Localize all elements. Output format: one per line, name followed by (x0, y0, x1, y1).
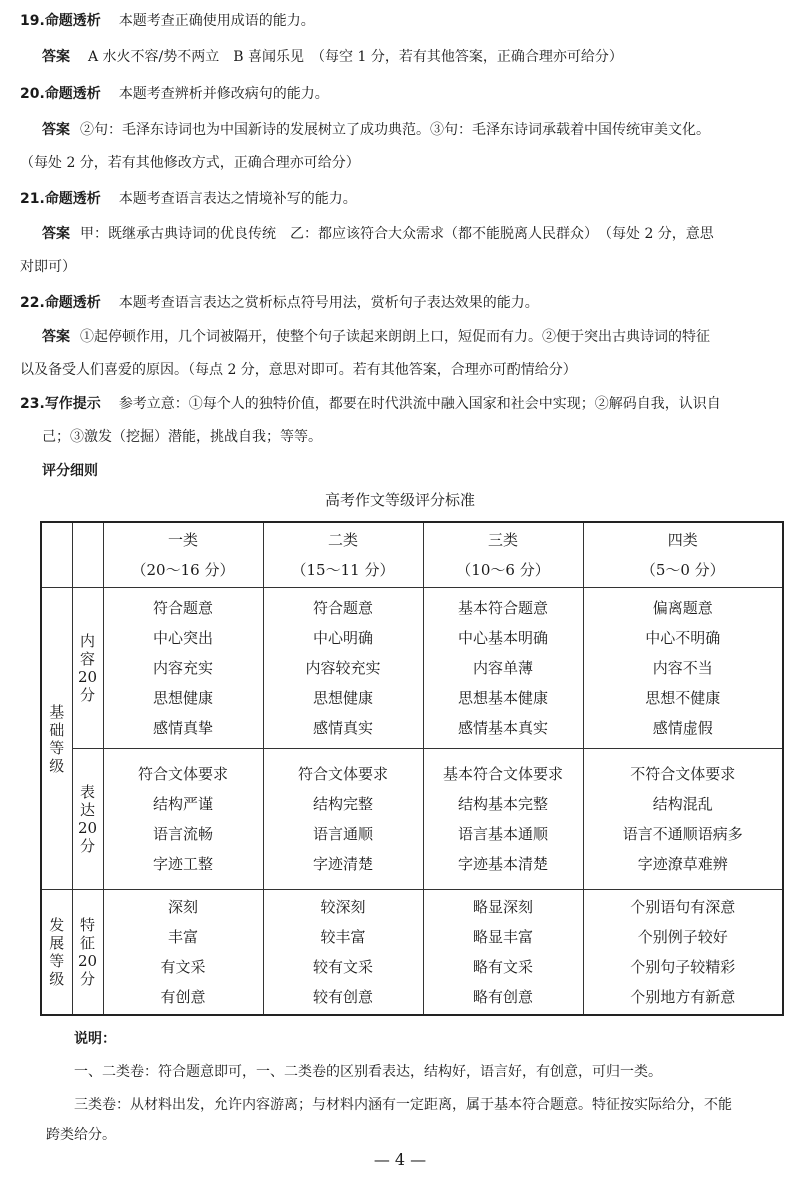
table-cell: 符合文体要求 结构严谨 语言流畅 字迹工整 (103, 749, 263, 890)
q22-answer-label: 答案 (42, 329, 70, 345)
table-corner-cell (41, 522, 72, 588)
rubric-label: 评分细则 (42, 463, 98, 479)
table-cell: 略显深刻 略显丰富 略有文采 略有创意 (423, 890, 583, 1016)
notes-paragraph-1: 一、二类卷：符合题意即可，一、二类卷的区别看表达，结构好，语言好，有创意，可归一类。 (74, 1064, 662, 1080)
column-header (103, 522, 263, 588)
row-label-expression: 表 达 20 分 (72, 749, 103, 890)
q22-number: 22. (20, 295, 45, 311)
column-range: （15～11 分） (291, 561, 395, 579)
table-header-row (41, 522, 783, 588)
table-cell: 符合题意 中心突出 内容充实 思想健康 感情真挚 (103, 588, 263, 749)
q22-label: 命题透析 (44, 295, 101, 311)
q23-number: 23. (20, 396, 45, 412)
column-range: （20～16 分） (131, 561, 235, 579)
notes-paragraph-2: 三类卷：从材料出发，允许内容游离；与材料内涵有一定距离，属于基本符合题意。特征按实际给分，不能 (74, 1097, 732, 1113)
row-label-features: 特 征 20 分 (72, 890, 103, 1016)
column-name: 一类 (167, 531, 198, 549)
group-label-development: 发 展 等 级 (41, 890, 72, 1016)
q23-heading (20, 394, 721, 414)
q20-answer-cont: （每处 2 分，若有其他修改方式，正确合理亦可给分） (20, 155, 360, 171)
table-corner-cell (72, 522, 103, 588)
q19-number: 19. (20, 13, 45, 29)
table-cell: 基本符合题意 中心基本明确 内容单薄 思想基本健康 感情基本真实 (423, 588, 583, 749)
q21-text: 本题考查语言表达之情境补写的能力。 (118, 191, 357, 207)
column-name: 三类 (487, 531, 518, 549)
page-number: — 4 — (373, 1150, 427, 1169)
table-cell: 不符合文体要求 结构混乱 语言不通顺语病多 字迹潦草难辨 (583, 749, 783, 890)
q19-label: 命题透析 (44, 13, 101, 29)
table-cell: 符合题意 中心明确 内容较充实 思想健康 感情真实 (263, 588, 423, 749)
q22-text: 本题考查语言表达之赏析标点符号用法，赏析句子表达效果的能力。 (118, 295, 539, 311)
q21-label: 命题透析 (44, 191, 101, 207)
table-cell: 符合文体要求 结构完整 语言通顺 字迹清楚 (263, 749, 423, 890)
group-label-basic: 基 础 等 级 (41, 588, 72, 890)
q19-answer-label: 答案 (42, 49, 70, 65)
table-cell: 较深刻 较丰富 较有文采 较有创意 (263, 890, 423, 1016)
q19-answer-text: A 水火不容/势不两立 B 喜闻乐见 （每空 1 分，若有其他答案，正确合理亦可给分） (88, 49, 623, 65)
column-header (263, 522, 423, 588)
q21-answer-cont: 对即可） (20, 259, 76, 275)
column-name: 二类 (327, 531, 358, 549)
q22-answer-text: ①起停顿作用，几个词被隔开，使整个句子读起来朗朗上口，短促而有力。②便于突出古典诗词的特征 (80, 329, 710, 345)
q23-text: 参考立意：①每个人的独特价值，都要在时代洪流中融入国家和社会中实现；②解码自我，认识自 (118, 396, 721, 412)
q20-answer (42, 120, 710, 140)
q20-answer-label: 答案 (42, 122, 70, 138)
column-name: 四类 (667, 531, 698, 549)
q22-answer-cont: 以及备受人们喜爱的原因。（每点 2 分，意思对即可。若有其他答案，合理亦可酌情给分） (20, 362, 577, 378)
table-cell: 基本符合文体要求 结构基本完整 语言基本通顺 字迹基本清楚 (423, 749, 583, 890)
q22-heading (20, 293, 539, 313)
q19-answer (42, 47, 623, 67)
table-cell: 深刻 丰富 有文采 有创意 (103, 890, 263, 1016)
table-cell: 个别语句有深意 个别例子较好 个别句子较精彩 个别地方有新意 (583, 890, 783, 1016)
column-header (423, 522, 583, 588)
q20-label: 命题透析 (44, 86, 101, 102)
q20-text: 本题考查辨析并修改病句的能力。 (118, 86, 329, 102)
column-header (583, 522, 783, 588)
q21-number: 21. (20, 191, 45, 207)
table-row-features (41, 890, 783, 1016)
column-range: （5～0 分） (640, 561, 725, 579)
scoring-table (40, 521, 784, 1016)
q23-label: 写作提示 (44, 396, 101, 412)
table-title: 高考作文等级评分标准 (324, 491, 475, 509)
q19-text: 本题考查正确使用成语的能力。 (118, 13, 315, 29)
notes-label: 说明： (74, 1031, 116, 1047)
q20-answer-text: ②句：毛泽东诗词也为中国新诗的发展树立了成功典范。③句：毛泽东诗词承载着中国传统审美文化。 (80, 122, 710, 138)
column-range: （10～6 分） (456, 561, 550, 579)
q22-answer (42, 327, 710, 347)
q20-heading (20, 84, 329, 104)
q21-answer-label: 答案 (42, 226, 70, 242)
q20-number: 20. (20, 86, 45, 102)
q19-heading (20, 11, 315, 31)
q23-cont: 己；③激发（挖掘）潜能，挑战自我；等等。 (42, 429, 322, 445)
notes-paragraph-2-cont: 跨类给分。 (46, 1127, 116, 1143)
row-label-content: 内 容 20 分 (72, 588, 103, 749)
table-cell: 偏离题意 中心不明确 内容不当 思想不健康 感情虚假 (583, 588, 783, 749)
q21-answer-text: 甲：既继承古典诗词的优良传统 乙：都应该符合大众需求（都不能脱离人民群众） （每处 2 分，意思 (80, 226, 714, 242)
q21-answer (42, 224, 714, 244)
table-row-content (41, 588, 783, 749)
table-row-expression (41, 749, 783, 890)
q21-heading (20, 189, 357, 209)
